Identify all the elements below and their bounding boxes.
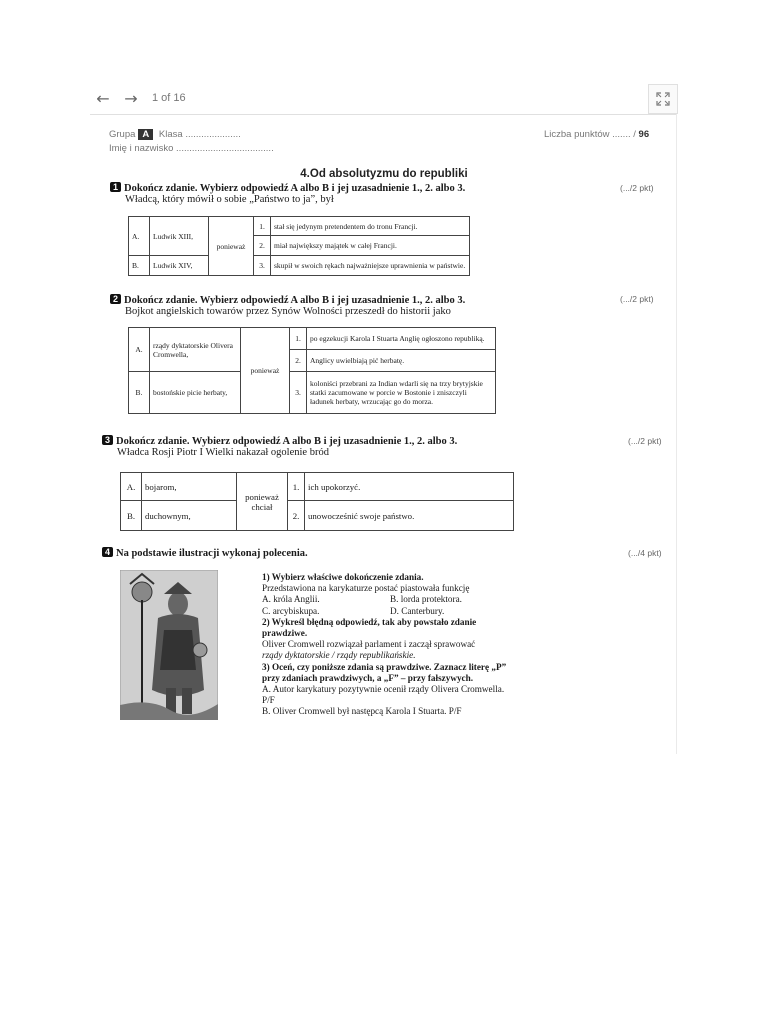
task-points: (.../2 pkt) (628, 436, 662, 446)
klasa-label: Klasa ..................... (158, 129, 241, 140)
statement[interactable]: B. Oliver Cromwell był następcą Karola I Stuarta. P/F (262, 706, 462, 717)
arrow-left-icon: ← (96, 89, 110, 108)
task-4-questions (262, 572, 516, 718)
fullscreen-button[interactable] (648, 84, 678, 114)
reason-number[interactable]: 2. (254, 236, 271, 256)
reason-text[interactable]: Anglicy uwielbiają pić herbatę. (307, 350, 496, 372)
reason-number[interactable]: 1. (290, 328, 307, 350)
reason-text[interactable]: ich upokorzyć. (305, 473, 514, 501)
reason-text[interactable]: po egzekucji Karola I Stuarta Anglię ogłoszono republiką. (307, 328, 496, 350)
reason-number[interactable]: 3. (254, 256, 271, 276)
task-instruction: Na podstawie ilustracji wykonaj polecenia. (116, 548, 308, 559)
task-1 (110, 182, 465, 205)
grupa-row (109, 129, 241, 140)
option-letter[interactable]: B. (121, 501, 142, 531)
arrow-right-icon: → (124, 89, 138, 108)
option-text[interactable]: Ludwik XIII, (150, 217, 209, 256)
reason-number[interactable]: 2. (290, 350, 307, 372)
question-text: Oliver Cromwell rozwiązał parlament i zaczął sprawować (262, 639, 476, 650)
task-instruction: Dokończ zdanie. Wybierz odpowiedź A albo B i jej uzasadnienie 1., 2. albo 3. (124, 183, 466, 194)
task-number: 4 (102, 547, 113, 557)
task-instruction: Dokończ zdanie. Wybierz odpowiedź A albo B i jej uzasadnienie 1., 2. albo 3. (124, 295, 466, 306)
answer-option[interactable]: B. lorda protektora. (390, 594, 462, 605)
reason-text[interactable]: stał się jedynym pretendentem do tronu Francji. (271, 217, 470, 236)
points-label: Liczba punktów ....... / (544, 129, 636, 140)
option-text[interactable]: rządy dyktatorskie Olivera Cromwella, (150, 328, 241, 372)
forward-button[interactable] (120, 90, 142, 108)
task-4 (102, 547, 308, 559)
connector: ponieważ chciał (237, 473, 288, 531)
answer-option[interactable]: C. arcybiskupa. (262, 605, 320, 616)
option-letter[interactable]: A. (129, 217, 150, 256)
task-3-table (120, 472, 514, 531)
question-heading: 2) Wykreśl błędną odpowiedź, tak aby powstało zdanie prawdziwe. (262, 616, 477, 639)
option-letter[interactable]: A. (121, 473, 142, 501)
answer-choices[interactable]: rządy dyktatorskie / rządy republikańskie. (262, 650, 416, 661)
grupa-label: Grupa (109, 129, 136, 140)
task-prompt: Bojkot angielskich towarów przez Synów Wolności przeszedł do historii jako (125, 306, 451, 317)
task-number: 3 (102, 435, 113, 445)
task-2 (110, 294, 465, 317)
reason-text[interactable]: skupił w swoich rękach najważniejsze uprawnienia w państwie. (271, 256, 470, 276)
connector: ponieważ (209, 217, 254, 276)
name-label: Imię i nazwisko ..................................... (109, 143, 274, 154)
option-text[interactable]: bojarom, (142, 473, 237, 501)
option-letter[interactable]: B. (129, 372, 150, 414)
expand-icon (655, 91, 671, 107)
task-number: 2 (110, 294, 121, 304)
option-text[interactable]: Ludwik XIV, (150, 256, 209, 276)
grupa-badge: A (138, 129, 153, 140)
page-border (676, 114, 677, 754)
reason-text[interactable]: koloniści przebrani za Indian wdarli się na trzy brytyjskie statki zacumowane w porcie w Bostonie i zniszczyli ładunek herbaty, wrzucając go do morza. (307, 372, 496, 414)
reason-text[interactable]: miał największy majątek w całej Francji. (271, 236, 470, 256)
task-instruction: Dokończ zdanie. Wybierz odpowiedź A albo B i jej uzasadnienie 1., 2. albo 3. (116, 436, 458, 447)
question-heading: 1) Wybierz właściwe dokończenie zdania. (262, 572, 424, 582)
option-text[interactable]: bostońskie picie herbaty, (150, 372, 241, 414)
question-text: Przedstawiona na karykaturze postać piastowała funkcję (262, 583, 470, 594)
task-points: (.../2 pkt) (620, 294, 654, 304)
reason-number[interactable]: 3. (290, 372, 307, 414)
task-points: (.../2 pkt) (620, 183, 654, 193)
viewer-toolbar (90, 84, 676, 115)
task-2-table (128, 327, 496, 414)
question-heading: 3) Oceń, czy poniższe zdania są prawdziwe. Zaznacz literę „P” przy zdaniach prawdziwych, a „F” – przy fałszywych. (262, 661, 507, 683)
reason-number[interactable]: 2. (288, 501, 305, 531)
answer-option[interactable]: A. króla Anglii. (262, 594, 320, 605)
option-text[interactable]: duchownym, (142, 501, 237, 531)
connector: ponieważ (241, 328, 290, 414)
points-total (544, 129, 649, 140)
reason-text[interactable]: unowocześnić swoje państwo. (305, 501, 514, 531)
task-1-table (128, 216, 470, 276)
task-points: (.../4 pkt) (628, 548, 662, 558)
task-3 (102, 435, 457, 458)
answer-option[interactable]: D. Canterbury. (390, 605, 445, 616)
option-letter[interactable]: B. (129, 256, 150, 276)
page-title: 4.Od absolutyzmu do republiki (300, 168, 468, 180)
task-number: 1 (110, 182, 121, 192)
page-indicator: 1 of 16 (152, 92, 186, 104)
task-prompt: Władca Rosji Piotr I Wielki nakazał ogolenie bród (117, 447, 329, 458)
statement[interactable]: A. Autor karykatury pozytywnie ocenił rządy Olivera Cromwella. P/F (262, 684, 505, 706)
cromwell-caricature-image (120, 570, 218, 720)
option-letter[interactable]: A. (129, 328, 150, 372)
back-button[interactable] (92, 90, 114, 108)
task-prompt: Władcą, który mówił o sobie „Państwo to ja”, był (125, 194, 334, 205)
reason-number[interactable]: 1. (254, 217, 271, 236)
points-max: 96 (638, 129, 650, 140)
reason-number[interactable]: 1. (288, 473, 305, 501)
